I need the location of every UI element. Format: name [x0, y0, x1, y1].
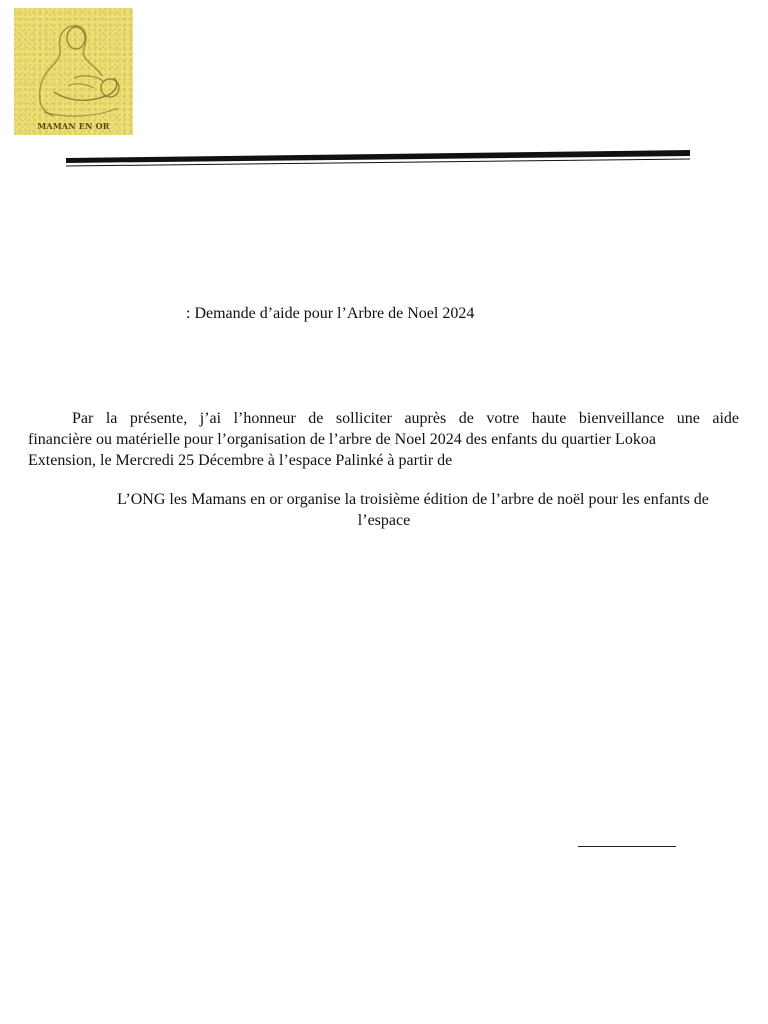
- paragraph-line: Par la présente, j’ai l’honneur de solliciter auprès de votre haute bienveillance une aide: [72, 410, 739, 427]
- logo-text: MAMAN EN OR: [37, 121, 110, 131]
- signature-line: [578, 846, 676, 847]
- paragraph-line: financière ou matérielle pour l’organisation de l’arbre de Noel 2024 des enfants du quartier Lokoa: [28, 431, 656, 448]
- paragraph-line: Extension, le Mercredi 25 Décembre à l’espace Palinké à partir de: [28, 452, 453, 469]
- paragraph-line: L’ONG les Mamans en or organise la troisième édition de l’arbre de noël pour les enfants de: [117, 491, 709, 508]
- body-paragraph-request: [28, 408, 739, 471]
- header-divider: [0, 0, 768, 180]
- paragraph-line: l’espace: [357, 512, 411, 529]
- body-paragraph-ong: [14, 489, 754, 531]
- letter-subject: : Demande d’aide pour l’Arbre de Noel 2024: [186, 305, 475, 322]
